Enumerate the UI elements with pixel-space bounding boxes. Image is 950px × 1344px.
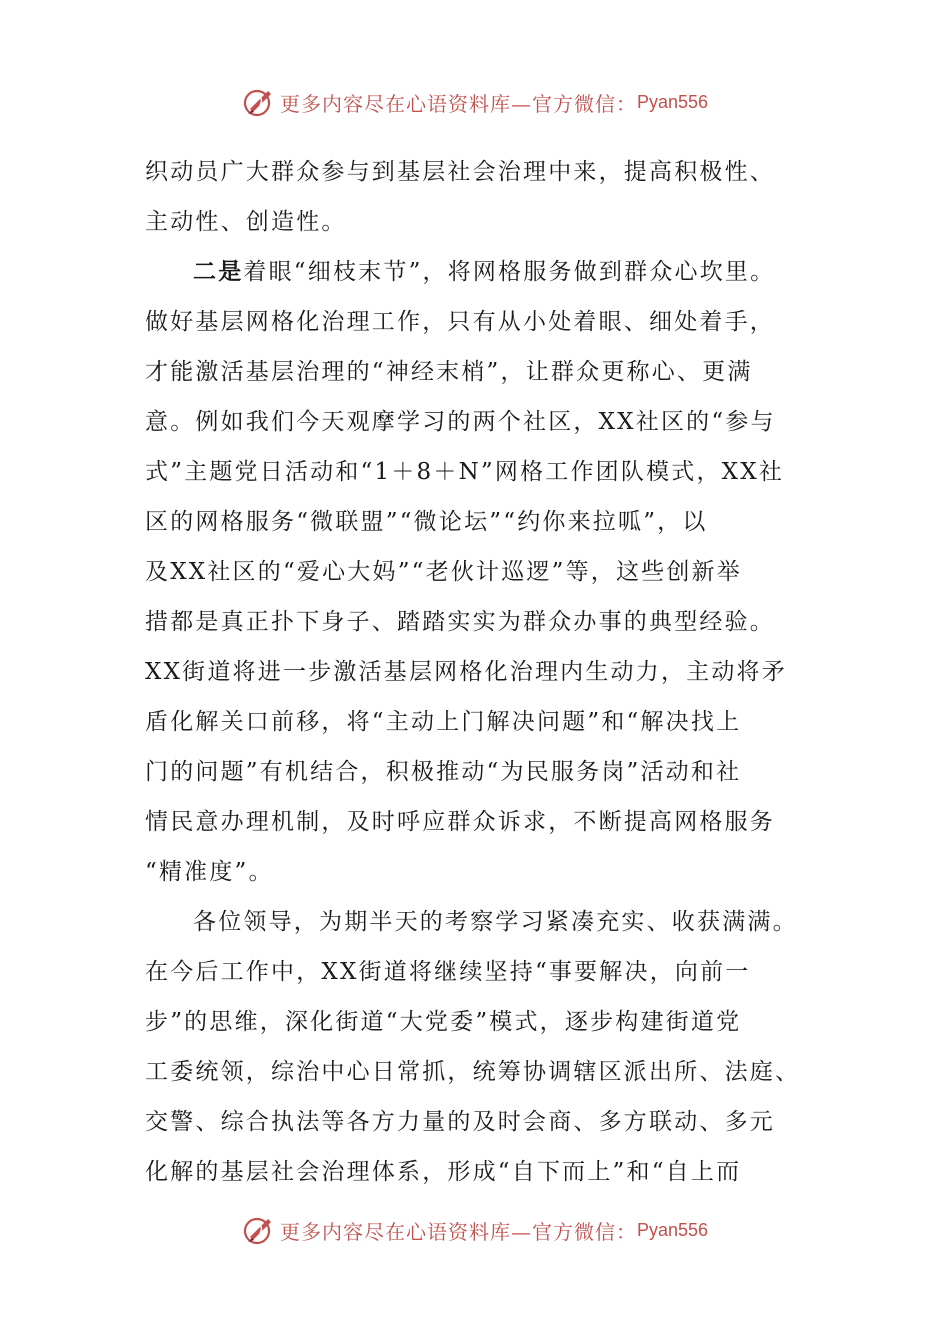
text-line: 织动员广大群众参与到基层社会治理中来，提高积极性、 bbox=[145, 159, 775, 185]
text-line: 主动性、创造性。 bbox=[145, 209, 347, 235]
text-line: “精准度”。 bbox=[145, 859, 274, 885]
footer-banner-text: 更多内容尽在心语资料库—官方微信： bbox=[279, 1219, 637, 1244]
header-banner bbox=[0, 82, 950, 122]
paragraph-start: 各位领导，为期半天的考察学习紧凑充实、收获满满。 bbox=[193, 909, 798, 935]
text-line: 措都是真正扑下身子、踏踏实实为群众办事的典型经验。 bbox=[145, 609, 775, 635]
text-line: XX街道将进一步激活基层网格化治理内生动力，主动将矛 bbox=[145, 659, 787, 685]
text-line: 交警、综合执法等各方力量的及时会商、多方联动、多元 bbox=[145, 1109, 775, 1135]
pen-logo-icon bbox=[242, 1213, 276, 1247]
text-line: 化解的基层社会治理体系，形成“自下而上”和“自上而 bbox=[145, 1159, 742, 1185]
text-line: 盾化解关口前移，将“主动上门解决问题”和“解决找上 bbox=[145, 709, 742, 735]
text-line: 工委统领，综治中心日常抓，统筹协调辖区派出所、法庭、 bbox=[145, 1059, 801, 1085]
document-body bbox=[145, 147, 805, 1197]
footer-wechat-id: Pyan556 bbox=[636, 1219, 709, 1240]
text-span: 着眼“细枝末节”，将网格服务做到群众心坎里。 bbox=[243, 259, 776, 285]
text-line: 情民意办理机制，及时呼应群众诉求，不断提高网格服务 bbox=[145, 809, 775, 835]
text-line: 步”的思维，深化街道“大党委”模式，逐步构建街道党 bbox=[145, 1009, 742, 1035]
text-line: 意。例如我们今天观摩学习的两个社区，XX社区的“参与 bbox=[145, 409, 776, 435]
text-line: 式”主题党日活动和“1＋8＋N”网格工作团队模式，XX社 bbox=[145, 459, 785, 485]
footer-banner bbox=[0, 1210, 950, 1250]
text-line: 门的问题”有机结合，积极推动“为民服务岗”活动和社 bbox=[145, 759, 742, 785]
paragraph-start bbox=[145, 247, 805, 297]
header-wechat-id: Pyan556 bbox=[636, 91, 709, 112]
text-line: 在今后工作中，XX街道将继续坚持“事要解决，向前一 bbox=[145, 959, 751, 985]
bold-lead: 二是 bbox=[193, 258, 244, 285]
pen-logo-icon bbox=[242, 85, 276, 119]
text-line: 及XX社区的“爱心大妈”“老伙计巡逻”等，这些创新举 bbox=[145, 559, 742, 585]
text-line: 才能激活基层治理的“神经末梢”，让群众更称心、更满 bbox=[145, 359, 753, 385]
text-line: 区的网格服务“微联盟”“微论坛”“约你来拉呱”，以 bbox=[145, 509, 708, 535]
header-banner-text: 更多内容尽在心语资料库—官方微信： bbox=[279, 91, 637, 116]
text-line: 做好基层网格化治理工作，只有从小处着眼、细处着手， bbox=[145, 309, 775, 335]
